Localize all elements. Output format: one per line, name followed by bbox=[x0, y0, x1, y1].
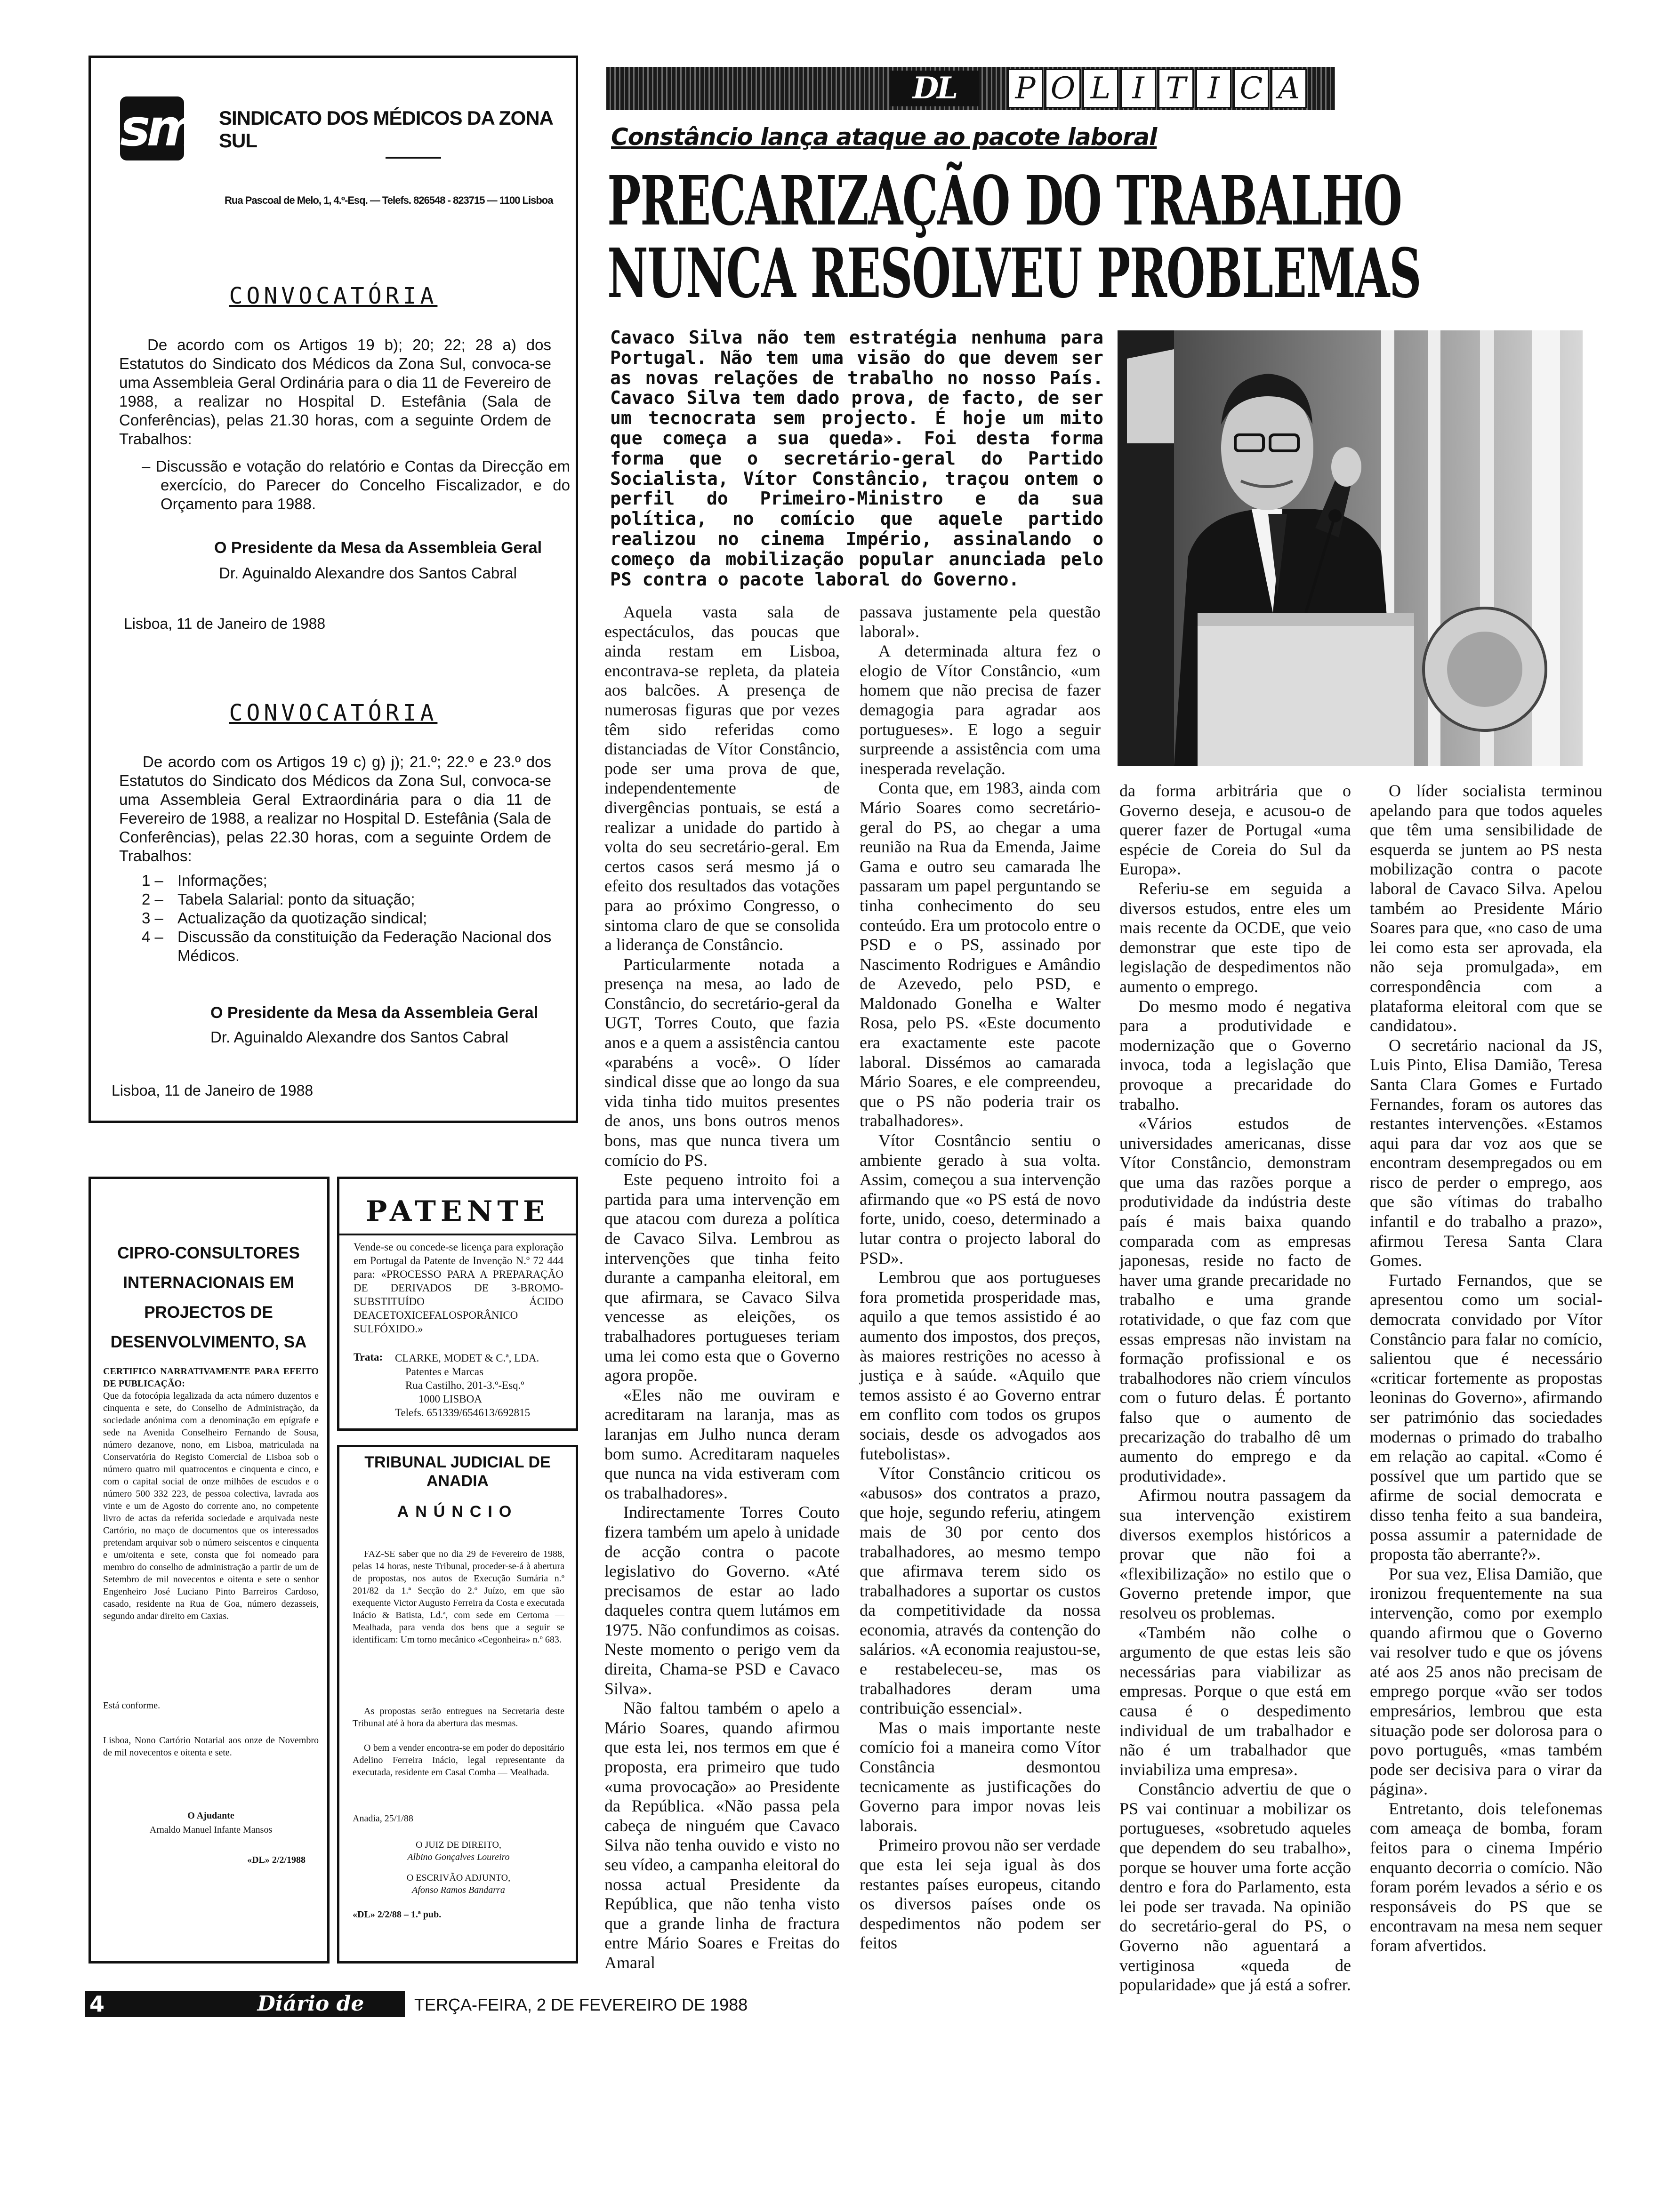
signer-name: Dr. Aguinaldo Alexandre dos Santos Cabral bbox=[219, 564, 517, 582]
union-logo bbox=[120, 96, 196, 160]
article-column bbox=[860, 602, 1101, 1953]
paragraph: Do mesmo modo é negativa para a produtividade e modernização que o Governo invoca, toda a legislação que provoque a precaridade do trabalho. bbox=[1119, 996, 1351, 1114]
paragraph: Particularmente notada a presença na mesa, ao lado de Constâncio, do secretário-geral da UGT, Torres Couto, que fazia anos e a quem a assistência cantou «parabéns a você». O líder sindical disse que ao longo da sua vida tinha tido muitos presentes de anos, uns bons outros menos bons, mas que nunca tivera um comício do PS. bbox=[604, 954, 840, 1170]
agenda-num: 2 – bbox=[142, 890, 163, 908]
paragraph: Este pequeno introito foi a partida para uma intervenção em que atacou com dureza a política de Cavaco Silva. Lembrou as intervenções que tinha feito durante a campanha eleitoral, em que afirmara, se Cavaco Silva vencesse as eleições, os trabalhadores portugueses teriam uma lei como esta que o Governo agora propõe. bbox=[604, 1170, 840, 1385]
paragraph: Primeiro provou não ser verdade que esta lei seja igual às dos restantes países europeus, citando os diversos países onde os despedimentos não podem ser feitos bbox=[860, 1835, 1101, 1953]
contact-line: Telefs. 651339/654613/692815 bbox=[395, 1407, 531, 1419]
cipro-signer-title: O Ajudante bbox=[187, 1811, 234, 1821]
agenda-text: Actualização da quotização sindical; bbox=[177, 909, 427, 927]
tribunal-body: FAZ-SE saber que no dia 29 de Fevereiro de 1988, pelas 14 horas, neste Tribunal, proceder-se-á à abertura de propostas, nos autos de Execução Sumária n.º 201/82 da 1.ª Secção do 2.º Juízo, em que são exequente Victor Augusto Ferreira da Costa e executada Inácio & Batista, Ld.ª, com sede em Certoma — Mealhada, para venda dos bens que a seguir se identificam: Um torno mecânico «Cegonheira» n.º 683. bbox=[353, 1549, 564, 1645]
union-address: Rua Pascoal de Melo, 1, 4.º-Esq. — Telefs. 826548 - 823715 — 1100 Lisboa bbox=[225, 194, 553, 206]
agenda-num: 1 – bbox=[142, 872, 163, 889]
tribunal-subtitle: ANÚNCIO bbox=[397, 1503, 518, 1521]
patente-body: Vende-se ou concede-se licença para exploração em Portugal da Patente de Invenção N.º 72 444 para: «PROCESSO PARA A PREPARAÇÃO DE DERIVADOS DE 3-BROMO-SUBSTITUÍDO ÁCIDO DEACETOXICEFALOSPORÂNICO SULFÓXIDO.» bbox=[354, 1241, 563, 1335]
section-letter: A bbox=[1271, 69, 1307, 108]
notice-title: CONVOCATÓRIA bbox=[229, 700, 438, 726]
paragraph: Aquela vasta sala de espectáculos, das poucas que ainda restam em Lisboa, encontrava-se repleta, da plateia aos balcões. A presença de numerosas figuras que por vezes têm sido referidas como distanciadas de Vítor Constâncio, pode ser uma prova de que, independentemente de divergências pontuais, se está a realizar a unidade do partido à volta do seu secretário-geral. Em certos casos será mesmo já o efeito dos resultados das votações para ao próximo Congresso, o sintoma claro de que se consolida a liderança de Constâncio. bbox=[604, 602, 840, 954]
speaker-photo-image bbox=[1118, 330, 1583, 766]
agenda-text: Discussão da constituição da Federação Nacional dos Médicos. bbox=[177, 928, 552, 964]
page-number: 4 bbox=[89, 1991, 105, 2017]
article-kicker: Constâncio lança ataque ao pacote laboral bbox=[611, 123, 1157, 151]
paragraph: Não faltou também o apelo a Mário Soares, quando afirmou que esta lei, nos termos em que é proposta, era primeiro que tudo «uma provocação» ao Presidente da República. «Não passa pela cabeça de ninguém que Cavaco Silva não tenha ouvido e visto no seu vídeo, a campanha eleitoral do nossa actual Presidente da República, que não tenha visto que a grande linha de fractura entre Mário Soares e Freitas do Amaral bbox=[604, 1699, 840, 1972]
paragraph: Vítor Constâncio criticou os «abusos» dos contratos a prazo, que hoje, segundo referiu, atingem mais de 30 por cento dos trabalhadores, ao mesmo tempo que afirmava terem sido os trabalhadores a suportar os custos da competitividade da nossa economia, através da contenção do salários. «A economia reajustou-se, e restabeleceu-se, mas os trabalhadores deram uma contribuição essencial». bbox=[860, 1464, 1101, 1718]
paragraph: Entretanto, dois telefonemas com ameaça de bomba, foram feitos para o cinema Império enquanto decorria o comício. Não foram porém levados a sério e os responsáveis do PS que se encontravam na mesa nem sequer foram afvertidos. bbox=[1370, 1799, 1602, 1956]
section-logo bbox=[890, 71, 979, 106]
speaker-photo bbox=[1118, 330, 1583, 766]
tribunal-ad-box bbox=[337, 1445, 578, 1964]
clerk-name: Afonso Ramos Bandarra bbox=[412, 1885, 505, 1895]
issue-date: TERÇA-FEIRA, 2 DE FEVEREIRO DE 1988 bbox=[414, 1995, 748, 2014]
contact-line: Rua Castilho, 201-3.º-Esq.º bbox=[405, 1379, 524, 1391]
paragraph: Conta que, em 1983, ainda com Mário Soares como secretário-geral do PS, ao chegar a uma reunião na Rua da Emenda, Jaime Gama e outro seu camarada lhe passaram um papel perguntando se tinha conhecimento do seu conteúdo. Era um protocolo entre o PSD e o PS, assinado por Nascimento Rodrigues e Amândio de Azevedo, pelo PSD, e Maldonado Gonelha e Walter Rosa, pelo PS. «Este documento era exactamente este pacote laboral. Dissémos ao camarada Mário Soares, e ele compreendeu, que o PS não poderia trair os trabalhadores». bbox=[860, 778, 1101, 1130]
cipro-place: Lisboa, Nono Cartório Notarial aos onze de Novembro de mil novecentos e oitenta e sete. bbox=[103, 1735, 319, 1758]
cipro-ref: «DL» 2/2/1988 bbox=[247, 1855, 306, 1865]
section-letter: T bbox=[1158, 69, 1194, 108]
notice-body: De acordo com os Artigos 19 c) g) j); 21.º; 22.º e 23.º dos Estatutos do Sindicato dos Médicos da Zona Sul, convoca-se uma Assembleia Geral Extraordinária para o dia 11 de Fevereiro de 1988, a realizar no Hospital D. Estefânia (Sala de Conferências), pelas 22.30 horas, com a seguinte Ordem de Trabalhos: bbox=[119, 753, 551, 865]
tribunal-ref: «DL» 2/2/88 – 1.ª pub. bbox=[353, 1909, 442, 1920]
paragraph: Mas o mais importante neste comício foi a maneira como Vítor Constância desmontou tecnicamente as justificações do Governo para impor novas leis laborais. bbox=[860, 1718, 1101, 1835]
paragraph: Indirectamente Torres Couto fizera também um apelo à unidade de acção contra o pacote legislativo do Governo. «Até precisamos de estar ao lado daqueles contra quem lutámos em 1975. Não confundimos as coisas. Neste momento o perigo vem da direita, Chama-se PSD e Cavaco Silva». bbox=[604, 1503, 840, 1698]
contact-line: Patentes e Marcas bbox=[405, 1366, 484, 1378]
section-letter: P bbox=[1007, 69, 1043, 108]
cipro-notice-box bbox=[88, 1177, 330, 1964]
contact-line: CLARKE, MODET & C.ª, LDA. bbox=[395, 1352, 539, 1364]
patente-contact bbox=[395, 1351, 574, 1419]
tribunal-body: O bem a vender encontra-se em poder do depositário Adelino Ferreira Inácio, legal representante da executada, residente em Casal Comba — Mealhada. bbox=[353, 1743, 564, 1778]
section-letter: I bbox=[1196, 69, 1231, 108]
agenda-num: 4 – bbox=[142, 928, 163, 946]
cipro-signer-name: Arnaldo Manuel Infante Mansos bbox=[149, 1825, 273, 1835]
agenda-list bbox=[142, 871, 556, 965]
notice-date: Lisboa, 11 de Janeiro de 1988 bbox=[124, 615, 326, 632]
article-column bbox=[604, 602, 840, 1973]
paragraph: O líder socialista terminou apelando para que todos aqueles que têm uma sensibilidade de esquerda se juntem ao PS nesta mobilização contra o pacote laboral de Cavaco Silva. Apelou também ao Presidente Mário Soares para que, «no caso de uma lei como esta ser aprovada, ela não seja promulgada», em correspondência com a plataforma eleitoral com que se candidatou». bbox=[1370, 781, 1602, 1035]
tribunal-date: Anadia, 25/1/88 bbox=[353, 1813, 413, 1824]
paragraph: O secretário nacional da JS, Luis Pinto, Elisa Damião, Teresa Santa Clara Gomes e Furtado Fernandes, foram os autores das restantes intervenções. «Estamos aqui para dar voz aos que se encontram desempregados ou em risco de perder o emprego, aos que são vítimas do trabalho infantil e do trabalho a prazo», afirmou Teresa Santa Clara Gomes. bbox=[1370, 1035, 1602, 1270]
article-column bbox=[1370, 781, 1602, 1956]
article-column bbox=[1119, 781, 1351, 1995]
notice-item: – Discussão e votação do relatório e Contas da Direcção em exercício, do Parecer do Concelho Fiscalizador, e do Orçamento para 1988. bbox=[142, 457, 570, 513]
cipro-heading: CIPRO-CONSULTORES INTERNACIONAIS EM PROJECTOS DE DESENVOLVIMENTO, SA bbox=[110, 1244, 307, 1351]
patente-contact-label: Trata: bbox=[354, 1351, 383, 1363]
paragraph: Constâncio advertiu de que o PS vai continuar a mobilizar os portugueses, «sobretudo aqueles que dependem do seu trabalho», porque se houver uma forte acção dentro e fora do Parlamento, esta lei pode ser travada. Na opinião do secretário-geral do PS, o Governo não aguentará a vertiginosa «queda de popularidade» que já está a sofrer. bbox=[1119, 1779, 1351, 1995]
headline-line: PRECARIZAÇÃO DO TRABALHO bbox=[607, 161, 1402, 240]
page-footer bbox=[85, 1991, 753, 2042]
logo-text: sm bbox=[120, 99, 196, 158]
paragraph: passava justamente pela questão laboral». bbox=[860, 602, 1101, 641]
patente-ad-box bbox=[337, 1177, 578, 1431]
tribunal-body: As propostas serão entregues na Secretaria deste Tribunal até à hora da abertura das mesmas. bbox=[353, 1706, 564, 1729]
section-letter: O bbox=[1045, 69, 1081, 108]
cipro-conform: Está conforme. bbox=[103, 1700, 161, 1711]
judge-title: O JUIZ DE DIREITO, bbox=[416, 1840, 501, 1850]
patente-title: PATENTE bbox=[366, 1195, 549, 1228]
section-letter: C bbox=[1233, 69, 1269, 108]
paragraph: Lembrou que aos portugueses fora prometida prosperidade mas, aquilo a que temos assistido é ao aumento dos impostos, dos preços, às maiores restrições no acesso à justiça e à saúde. «Aquilo que temos assisto é ao Governo entrar em conflito com todos os grupos sociais, desde os advogados aos futebolistas». bbox=[860, 1268, 1101, 1463]
paragraph: da forma arbitrária que o Governo deseja, e acusou-o de querer fazer de Portugal «uma espécie de Coreia do Sul da Europa». bbox=[1119, 781, 1351, 879]
article-lead: Cavaco Silva não tem estratégia nenhuma para Portugal. Não tem uma visão do que devem ser as novas relações de trabalho no nosso País. Cavaco Silva tem dado prova, de facto, de ser um tecnocrata sem projecto. É hoje um mito que começa a sua queda». Foi desta forma forma que o secretário-geral do Partido Socialista, Vítor Constâncio, traçou ontem o perfil do Primeiro-Ministro e da sua política, no comício que aquele partido realizou no cinema Império, assinalando o começo da mobilização popular anunciada pelo PS contra o pacote laboral do Governo. bbox=[610, 327, 1103, 590]
paragraph: Por sua vez, Elisa Damião, que ironizou frequentemente na sua intervenção, como por exemplo quando afirmou que o Governo vai resolver tudo e que os jóvens até aos 25 anos não precisam de emprego porque «vão ser todos empresários, lembrou que esta situação pode ser dolorosa para o povo português, «mas também pode ser decisiva para o virar da página». bbox=[1370, 1564, 1602, 1799]
paragraph: «Também não colhe o argumento de que estas leis são necessárias para viabilizar as empresas. Porque o que está em causa é o despedimento individual de um trabalhador e não é um trabalhador que inviabiliza uma empresa». bbox=[1119, 1623, 1351, 1779]
union-name: SINDICATO DOS MÉDICOS DA ZONA SUL bbox=[219, 107, 553, 152]
agenda-item bbox=[142, 890, 556, 909]
agenda-text: Informações; bbox=[177, 872, 267, 889]
notice-date: Lisboa, 11 de Janeiro de 1988 bbox=[112, 1082, 314, 1099]
masthead: Diário de Lisboa bbox=[257, 1992, 364, 2042]
paragraph: Afirmou noutra passagem da sua intervenção existirem diversos exemplos históricos a provar que não foi a «flexibilização» no estilo que o Governo pretende impor, que resolveu os problemas. bbox=[1119, 1486, 1351, 1622]
paragraph: «Eles não me ouviram e acreditaram na laranja, mas as laranjas em Julho nunca deram bom sumo. Acreditaram naqueles que nunca na vida estiveram com os trabalhadores». bbox=[604, 1385, 840, 1502]
agenda-item bbox=[142, 871, 556, 890]
section-title bbox=[1007, 69, 1307, 108]
signer-title: O Presidente da Mesa da Assembleia Geral bbox=[214, 539, 542, 557]
paragraph: Referiu-se em seguida a diversos estudos, entre eles um mais recente da OCDE, que veio demonstrar que este tipo de legislação de despedimentos não aumento o emprego. bbox=[1119, 879, 1351, 996]
agenda-text: Tabela Salarial: ponto da situação; bbox=[177, 890, 415, 908]
cipro-subheading: CERTIFICO NARRATIVAMENTE PARA EFEITO DE PUBLICAÇÃO: bbox=[103, 1366, 319, 1389]
section-logo-text: DL bbox=[912, 71, 957, 106]
headline bbox=[607, 161, 1421, 313]
notice-title: CONVOCATÓRIA bbox=[229, 283, 438, 309]
agenda-num: 3 – bbox=[142, 909, 163, 927]
paragraph: A determinada altura fez o elogio de Vítor Constâncio, «um homem que não precisa de fazer demagogia para agradar aos portugueses». E logo a seguir surpreende a assistência com uma inesperada revelação. bbox=[860, 641, 1101, 778]
paragraph: «Vários estudos de universidades americanas, disse Vítor Constâncio, demonstram que uma das razões porque a produtividade da indústria deste país é mais baixa quando comparada com as empresas japonesas, reside no facto de haver uma grande precaridade no trabalho e uma grande rotatividade, o que faz com que essas empresas não invistam na formação profissional e os trabalhodores não criem vínculos com o futuro delas. É portanto falso que o aumento de precarização do trabalho dê um aumento do emprego e da produtividade». bbox=[1119, 1114, 1351, 1485]
divider bbox=[386, 157, 441, 159]
union-notice-box bbox=[88, 56, 578, 1123]
agenda-item bbox=[142, 909, 556, 928]
contact-line: 1000 LISBOA bbox=[418, 1393, 482, 1405]
cipro-body: Que da fotocópia legalizada da acta número duzentos e cinquenta e sete, do Conselho de Administração, da sociedade anónima com a denominação em epígrafe e sede na Avenida Conselheiro Fernando de Sousa, número dezanove, nono, em Lisboa, matriculada na Conservatória do Registo Comercial de Lisboa sob o número quatro mil quatrocentos e cinquenta e cinco, e com o capital social de onze milhões de escudos e o número 500 332 223, de pessoa colectiva, lavrada aos vinte e um de Agosto do corrente ano, no competente livro de actas da referida sociedade e arquivada neste Cartório, no maço de documentos que os interessados pretendam arquivar sob o número seiscentos e cinquenta e um/oitenta e sete, consta que foi nomeado para membro do conselho de administração a partir de um de Setembro de mil novecentos e oitenta e sete o senhor Engenheiro José Luciano Pinto Barreiros Cardoso, casado, residente na Rua de Goa, número dezasseis, segundo andar direito em Caxias. bbox=[103, 1391, 319, 1621]
agenda-item bbox=[142, 928, 556, 965]
notice-body: De acordo com os Artigos 19 b); 20; 22; 28 a) dos Estatutos do Sindicato dos Médicos da Zona Sul, convoca-se uma Assembleia Geral Ordinária para o dia 11 de Fevereiro de 1988, a realizar no Hospital D. Estefânia (Sala de Conferências), pelas 21.30 horas, com a seguinte Ordem de Trabalhos: bbox=[119, 336, 551, 448]
tribunal-title: TRIBUNAL JUDICIAL DE ANADIA bbox=[364, 1453, 551, 1490]
paragraph: Vítor Cosntâncio sentiu o ambiente gerado à sua volta. Assim, começou a sua intervenção afirmando que «o PS está de novo forte, unido, coeso, determinado a lutar contra o projecto laboral do PSD». bbox=[860, 1131, 1101, 1267]
judge-name: Albino Gonçalves Loureiro bbox=[407, 1852, 510, 1862]
signer-name: Dr. Aguinaldo Alexandre dos Santos Cabral bbox=[210, 1028, 508, 1046]
section-letter: I bbox=[1120, 69, 1156, 108]
headline-line: NUNCA RESOLVEU PROBLEMAS bbox=[607, 233, 1421, 313]
section-letter: L bbox=[1083, 69, 1118, 108]
signer-title: O Presidente da Mesa da Assembleia Geral bbox=[210, 1004, 539, 1022]
paragraph: Furtado Fernandos, que se apresentou como um social-democrata convidado por Vítor Constâncio para falar no comício, salientou que é necessário «criticar fortemente as propostas leoninas do Governo», afirmando ser património das sociedades modernas o primado do trabalho em relação ao capital. «Como é possível que um partido que se afirme de social democrata e disso tenha feito a sua bandeira, possa assumir a paternidade de proposta tão aberrante?». bbox=[1370, 1270, 1602, 1564]
clerk-title: O ESCRIVÃO ADJUNTO, bbox=[406, 1873, 511, 1883]
divider bbox=[339, 1234, 576, 1235]
